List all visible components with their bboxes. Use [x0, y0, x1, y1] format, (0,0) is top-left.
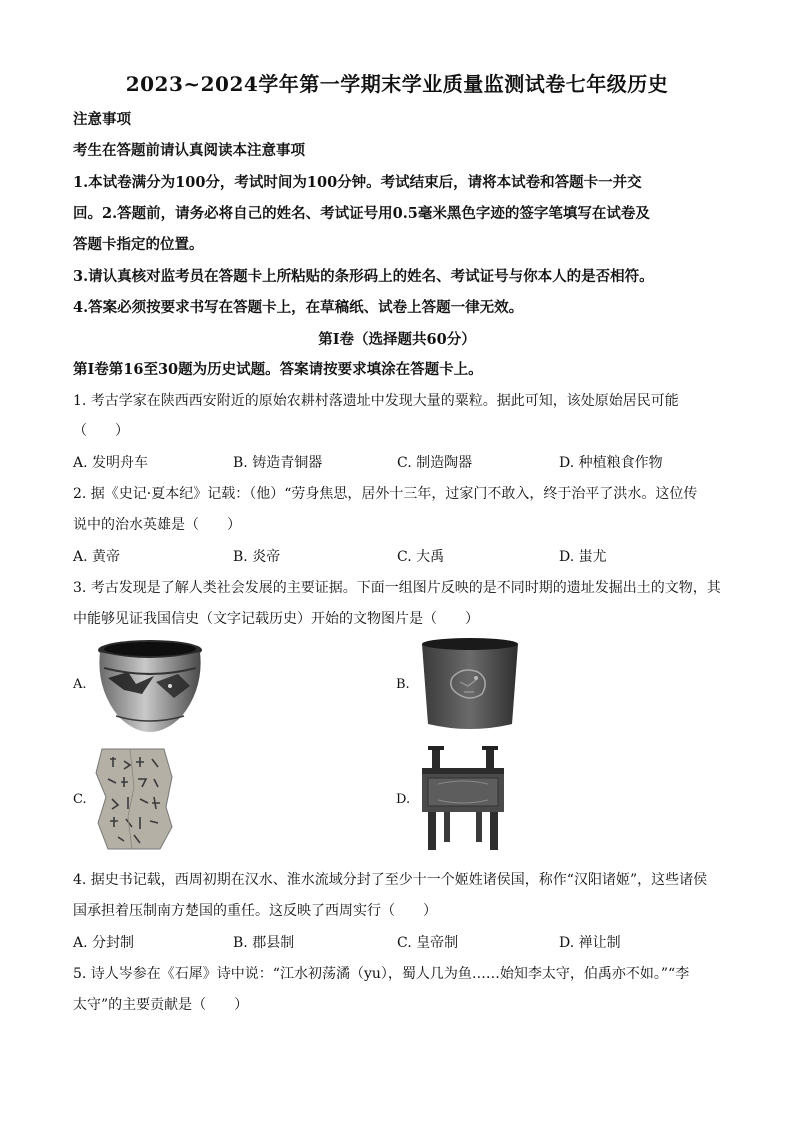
section-title: 第Ⅰ卷（选择题共60分）: [318, 331, 476, 348]
notice-line-1: 1.本试卷满分为100分，考试时间为100分钟。考试结束后，请将本试卷和答题卡一并交: [73, 174, 642, 191]
question-3-line-1: 3. 考古发现是了解人类社会发展的主要证据。下面一组图片反映的是不同时期的遗址发掘出土的文物，其: [73, 580, 721, 596]
notice-line-4: 3.请认真核对监考员在答题卡上所粘贴的条形码上的姓名、考试证号与你本人的是否相符。: [73, 268, 654, 285]
bronze-vessel-image[interactable]: [418, 636, 522, 736]
painted-pottery-basin-image[interactable]: [94, 638, 206, 734]
question-2-line-2: 说中的治水英雄是（ ）: [73, 517, 241, 533]
image-option-b-label[interactable]: B.: [396, 677, 410, 692]
image-option-c-label[interactable]: C.: [73, 792, 87, 807]
option-c[interactable]: C. 皇帝制: [397, 935, 459, 951]
question-1-line-1: 1. 考古学家在陕西西安附近的原始农耕村落遗址中发现大量的粟粒。据此可知，该处原始居民可能: [73, 393, 679, 409]
question-1-line-2: （ ）: [73, 423, 129, 439]
option-b[interactable]: B. 郡县制: [233, 935, 295, 951]
exam-title: 2023~2024学年第一学期末学业质量监测试卷七年级历史: [125, 72, 669, 96]
option-c[interactable]: C. 大禹: [397, 549, 445, 565]
question-3-line-2: 中能够见证我国信史（文字记载历史）开始的文物图片是（ ）: [73, 611, 479, 627]
oracle-bone-inscription-image[interactable]: [94, 747, 176, 851]
image-option-d-label[interactable]: D.: [396, 792, 411, 807]
notice-line-2: 回。2.答题前，请务必将自己的姓名、考试证号用0.5毫米黑色字迹的签字笔填写在试卷及: [73, 205, 650, 222]
option-a[interactable]: A. 黄帝: [73, 549, 121, 565]
option-c[interactable]: C. 制造陶器: [397, 455, 473, 471]
notice-heading: 注意事项: [73, 111, 131, 128]
notice-intro: 考生在答题前请认真阅读本注意事项: [73, 142, 305, 159]
option-d[interactable]: D. 种植粮食作物: [559, 455, 663, 471]
option-a[interactable]: A. 发明舟车: [73, 455, 149, 471]
question-5-line-1: 5. 诗人岑参在《石犀》诗中说：“江水初荡潏（yu），蜀人几为鱼……始知李太守，伯禹亦不如。”“李: [73, 966, 690, 982]
image-option-a-label[interactable]: A.: [73, 677, 87, 692]
option-b[interactable]: B. 铸造青铜器: [233, 455, 323, 471]
question-4-line-1: 4. 据史书记载，西周初期在汉水、淮水流域分封了至少十一个姬姓诸侯国，称作“汉阳诸姬”，这些诸侯: [73, 872, 708, 888]
question-4-line-2: 国承担着压制南方楚国的重任。这反映了西周实行（ ）: [73, 903, 437, 919]
option-d[interactable]: D. 蚩尤: [559, 549, 607, 565]
question-5-line-2: 太守”的主要贡献是（ ）: [73, 997, 249, 1013]
section-instruction: 第Ⅰ卷第16至30题为历史试题。答案请按要求填涂在答题卡上。: [73, 361, 483, 378]
option-b[interactable]: B. 炎帝: [233, 549, 281, 565]
bronze-ding-cauldron-image[interactable]: [418, 744, 508, 852]
question-2-line-1: 2. 据《史记·夏本纪》记载：（他）“劳身焦思，居外十三年，过家门不敢入，终于治平了洪水。这位传: [73, 486, 698, 502]
notice-line-3: 答题卡指定的位置。: [73, 236, 204, 253]
notice-line-5: 4.答案必须按要求书写在答题卡上，在草稿纸、试卷上答题一律无效。: [73, 299, 524, 316]
option-a[interactable]: A. 分封制: [73, 935, 135, 951]
option-d[interactable]: D. 禅让制: [559, 935, 621, 951]
